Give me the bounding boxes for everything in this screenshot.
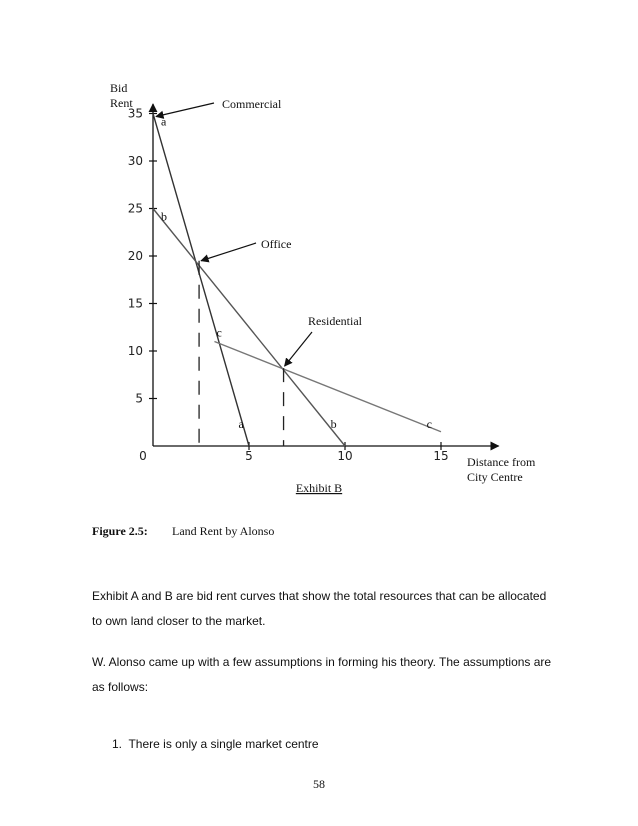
- y-tick-label: 15: [127, 296, 143, 311]
- x-tick-label: 5: [245, 449, 253, 463]
- x-tick-label: 10: [337, 449, 353, 463]
- chart-axes: [110, 81, 536, 495]
- annotation-residential: Residential: [308, 314, 362, 328]
- chart-series: [153, 114, 441, 447]
- curve-end-label: a: [238, 417, 244, 431]
- page-number: 58: [313, 777, 325, 791]
- figure-number: Figure 2.5:: [92, 524, 148, 538]
- series-label-b: b: [161, 209, 167, 224]
- x-tick-label: 15: [433, 449, 449, 463]
- series-line-a: [153, 114, 249, 447]
- series-label-a: a: [161, 114, 167, 129]
- paragraph-2: W. Alonso came up with a few assumptions in forming his theory. The assumptions are as follows:: [92, 655, 552, 694]
- chart-ticks: [128, 107, 449, 464]
- exhibit-label: Exhibit B: [295, 481, 343, 495]
- y-tick-label: 10: [127, 344, 143, 358]
- annotation-arrow: [285, 332, 312, 366]
- paragraph-1: Exhibit A and B are bid rent curves that show the total resources that can be allocated to own land closer to the market.: [92, 589, 547, 628]
- figure-title: Land Rent by Alonso: [172, 524, 275, 538]
- annotation-arrow: [156, 103, 214, 117]
- curve-end-label: b: [330, 417, 337, 431]
- curve-end-label: c: [426, 417, 432, 431]
- y-tick-label: 20: [127, 249, 143, 263]
- series-line-c: [214, 342, 441, 432]
- list-number: 1.: [112, 737, 123, 751]
- y-tick-label: 25: [127, 201, 143, 216]
- y-tick-label: 35: [127, 106, 143, 121]
- y-tick-label: 30: [127, 154, 143, 168]
- figure-caption: [92, 524, 274, 539]
- x-tick-label: 0: [139, 449, 147, 463]
- y-axis-label: Bid Rent: [110, 81, 133, 110]
- series-label-c: c: [216, 325, 222, 340]
- x-axis-label: Distance from City Centre: [467, 455, 536, 484]
- y-tick-label: 5: [135, 391, 143, 406]
- annotation-commercial: Commercial: [222, 97, 282, 111]
- list-text: There is only a single market centre: [128, 737, 319, 751]
- list-item: [112, 737, 319, 751]
- annotation-office: Office: [261, 237, 292, 251]
- annotation-arrow: [201, 243, 256, 261]
